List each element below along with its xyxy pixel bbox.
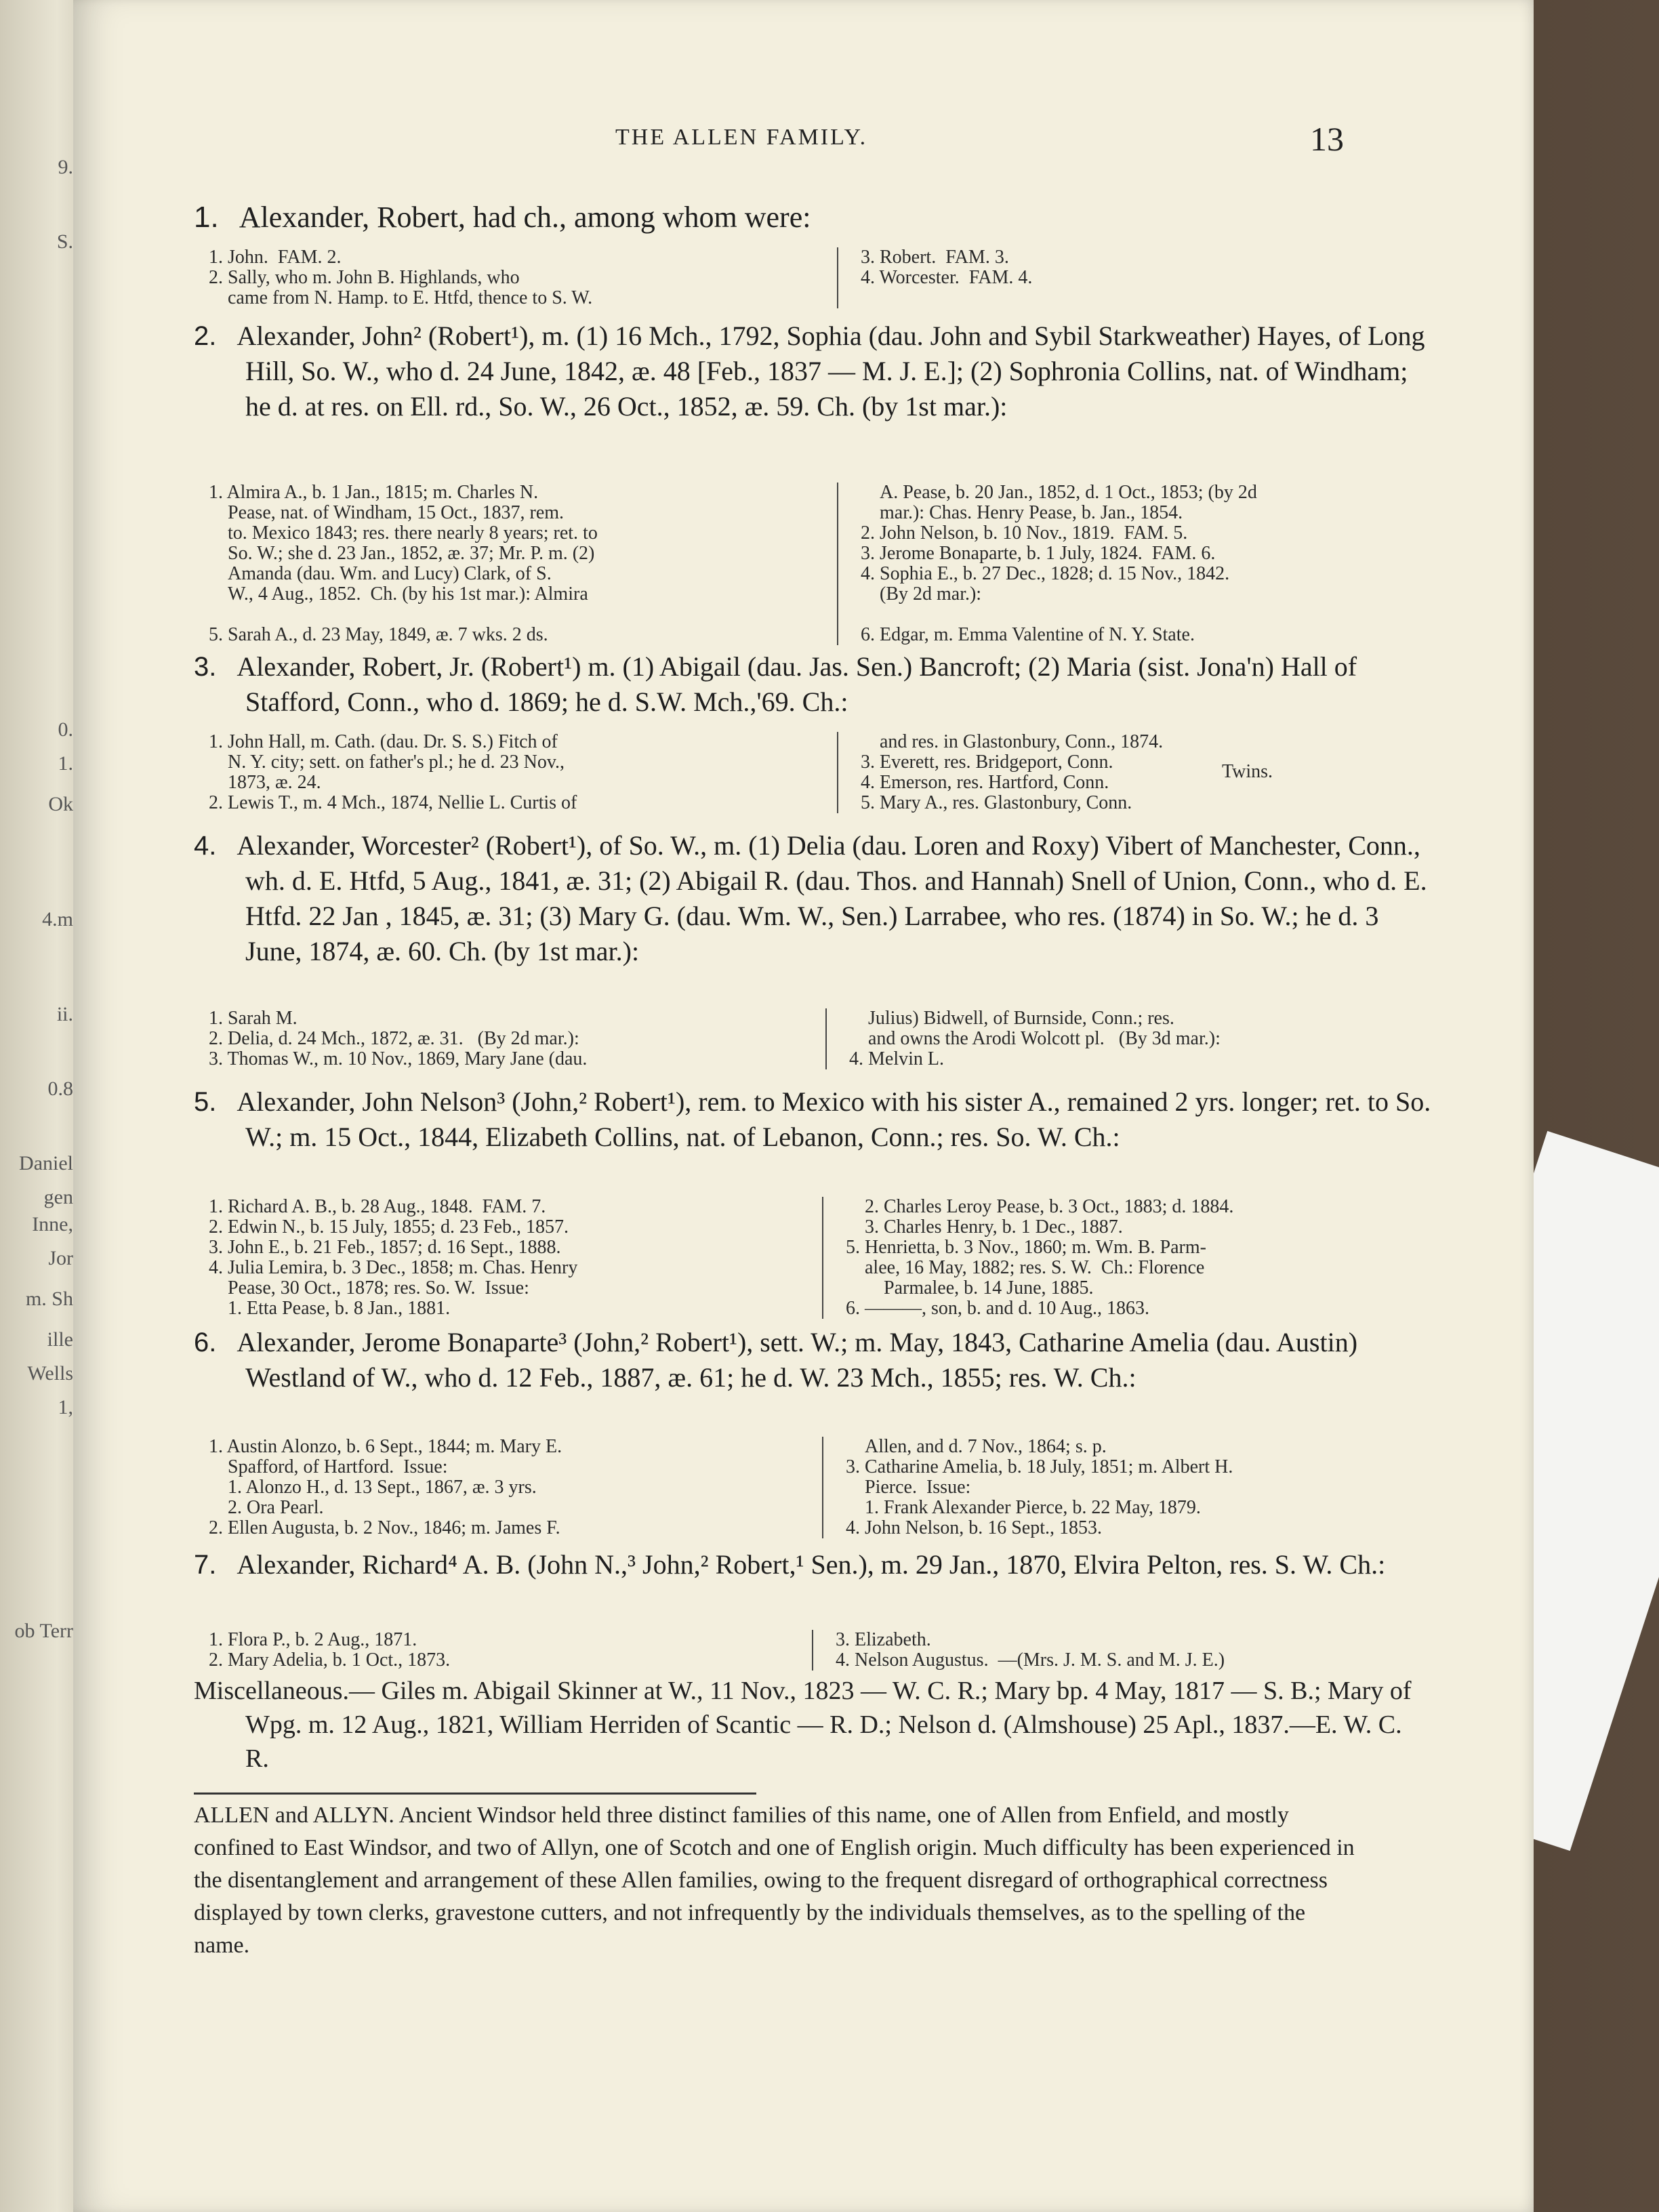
child-line: 4. Melvin L. [849,1048,944,1069]
entry-2-children-left [209,483,827,645]
child-line: Amanda (dau. Wm. and Lucy) Clark, of S. [209,563,552,584]
entry-1-heading [194,200,1438,235]
column-divider [837,732,838,813]
entry-5-children-left [209,1197,812,1319]
child-line: 2. Sally, who m. John B. Highlands, who [209,267,520,288]
entry-3-heading [194,649,1438,720]
child-line: 4. Nelson Augustus. —(Mrs. J. M. S. and M. J. E.) [836,1650,1225,1671]
child-line: 4. Worcester. FAM. 4. [861,267,1033,288]
child-line: to. Mexico 1843; res. there nearly 8 years; ret. to [209,523,598,544]
entry-6-children-right [846,1437,1381,1538]
child-line: 2. John Nelson, b. 10 Nov., 1819. FAM. 5. [861,523,1188,544]
child-line: (By 2d mar.): [861,583,982,605]
child-line: 1. John. FAM. 2. [209,247,342,268]
child-line: 5. Mary A., res. Glastonbury, Conn. [861,792,1132,813]
child-line: 1. Flora P., b. 2 Aug., 1871. [209,1629,417,1650]
facing-page-fragment: 0. [58,718,73,741]
facing-page-fragment: Inne, [32,1213,73,1235]
child-line: Julius) Bidwell, of Burnside, Conn.; res. [849,1008,1174,1029]
entry-5-children-right [846,1197,1381,1319]
child-line: Pease, nat. of Windham, 15 Oct., 1837, rem. [209,502,565,523]
child-line: So. W.; she d. 23 Jan., 1852, æ. 37; Mr. P. m. (2) [209,543,595,564]
child-line [861,605,1381,625]
column-divider [822,1197,823,1319]
child-line: 4. Julia Lemira, b. 3 Dec., 1858; m. Chas. Henry [209,1257,578,1278]
facing-page-fragment: Wells [27,1362,73,1385]
child-line: came from N. Hamp. to E. Htfd, thence to S. W. [209,287,593,308]
child-line: Pierce. Issue: [846,1477,971,1498]
entry-1-children-left [209,247,827,308]
book-page [73,0,1534,2212]
entry-number: 5. [194,1087,217,1117]
twins-brace-label: Twins. [1222,761,1273,782]
child-line: 6. ———, son, b. and d. 10 Aug., 1863. [846,1298,1149,1319]
child-line: 1. John Hall, m. Cath. (dau. Dr. S. S.) Fitch of [209,731,558,752]
child-line: Allen, and d. 7 Nov., 1864; s. p. [846,1436,1107,1457]
entry-text: Alexander, Worcester² (Robert¹), of So. W., m. (1) Delia (dau. Loren and Roxy) Vibert of Manchester, Conn., wh. d. E. Htfd, 5 Aug., 1841, æ. 31; (2) Abigail R. (dau. Thos. and Hannah) Snell of Union, Conn., who d. E. Htfd. 22 Jan , 1845, æ. 31; (3) Mary G. (dau. Wm. W., Sen.) Larrabee, who res. (1874) in So. W.; he d. 3 June, 1874, æ. 60. Ch. (by 1st mar.): [237,830,1427,966]
child-line: 4. John Nelson, b. 16 Sept., 1853. [846,1517,1102,1538]
facing-page-fragment: ille [47,1328,73,1351]
page-number: 13 [1310,120,1344,158]
child-line: W., 4 Aug., 1852. Ch. (by his 1st mar.): Almira [209,583,588,605]
entry-text: Alexander, Robert, Jr. (Robert¹) m. (1) Abigail (dau. Jas. Sen.) Bancroft; (2) Maria (sist. Jona'n) Hall of Stafford, Conn., who d. 1869; he d. S.W. Mch.,'69. Ch.: [237,651,1357,717]
child-line: 1. Frank Alexander Pierce, b. 22 May, 1879. [846,1497,1201,1518]
child-line: 4. Emerson, res. Hartford, Conn. [861,772,1109,793]
entry-2-heading [194,319,1438,424]
entry-text: Alexander, John² (Robert¹), m. (1) 16 Mch., 1792, Sophia (dau. John and Sybil Starkweather) Hayes, of Long Hill, So. W., who d. 24 June, 1842, æ. 48 [Feb., 1837 — M. J. E.]; (2) Sophronia Collins, nat. of Windham; he d. at res. on Ell. rd., So. W., 26 Oct., 1852, æ. 59. Ch. (by 1st mar.): [237,321,1425,422]
child-line: 2. Charles Leroy Pease, b. 3 Oct., 1883; d. 1884. [846,1196,1234,1217]
entry-number: 1. [194,201,219,234]
entry-4-children-left [209,1008,815,1069]
entry-text: Alexander, Jerome Bonaparte³ (John,² Robert¹), sett. W.; m. May, 1843, Catharine Amelia (dau. Austin) Westland of W., who d. 12 Feb., 1887, æ. 61; he d. W. 23 Mch., 1855; res. W. Ch.: [237,1327,1358,1393]
child-line [209,605,827,625]
facing-page-fragment: ob Terr [14,1620,73,1642]
entry-6-heading [194,1325,1438,1395]
column-divider [837,247,838,308]
entry-number: 2. [194,321,217,351]
facing-page-fragment: Jor [48,1247,73,1269]
entry-1-children-right [861,247,1381,288]
child-line: 1. Almira A., b. 1 Jan., 1815; m. Charles N. [209,482,539,503]
child-line: Spafford, of Hartford. Issue: [209,1456,448,1477]
facing-page-fragment: S. [56,230,73,253]
child-line: 3. Elizabeth. [836,1629,931,1650]
entry-text: Alexander, John Nelson³ (John,² Robert¹), rem. to Mexico with his sister A., remained 2 yrs. longer; ret. to So. W.; m. 15 Oct., 1844, Elizabeth Collins, nat. of Lebanon, Conn.; res. So. W. Ch.: [237,1086,1431,1152]
facing-page-fragment: 1. [58,752,73,775]
child-line: 1. Richard A. B., b. 28 Aug., 1848. FAM. 7. [209,1196,546,1217]
child-line: Parmalee, b. 14 June, 1885. [846,1277,1094,1298]
column-divider [822,1437,823,1538]
entry-text: Alexander, Robert, had ch., among whom were: [239,201,811,234]
child-line: 2. Edwin N., b. 15 July, 1855; d. 23 Feb., 1857. [209,1216,569,1237]
child-line: 2. Delia, d. 24 Mch., 1872, æ. 31. (By 2d mar.): [209,1028,579,1049]
facing-page-fragment: 1, [58,1396,73,1418]
child-line: mar.): Chas. Henry Pease, b. Jan., 1854. [861,502,1183,523]
child-line: 6. Edgar, m. Emma Valentine of N. Y. State. [861,624,1195,645]
child-line: 5. Henrietta, b. 3 Nov., 1860; m. Wm. B. Parm- [846,1237,1206,1258]
facing-page-edge [0,0,81,2212]
entry-4-children-right [849,1008,1381,1069]
child-line: N. Y. city; sett. on father's pl.; he d. 23 Nov., [209,752,565,773]
entry-4-heading [194,828,1438,969]
facing-page-fragment: 0.8 [47,1078,73,1100]
entry-text: Alexander, Richard⁴ A. B. (John N.,³ John,² Robert,¹ Sen.), m. 29 Jan., 1870, Elvira Pelton, res. S. W. Ch.: [237,1549,1386,1580]
entry-7-heading [194,1547,1438,1582]
column-divider [825,1008,827,1069]
facing-page-fragment: 4.m [42,908,73,930]
entry-number: 6. [194,1328,217,1357]
allen-allyn-paragraph: ALLEN and ALLYN. Ancient Windsor held three distinct families of this name, one of Allen from Enfield, and mostly confined to East Windsor, and two of Allyn, one of Scotch and one of English origin. Much difficulty has been experienced in the disentanglement and arrangement of these Allen families, owing to the frequent disregard of orthographical correctness displayed by town clerks, gravestone cutters, and not infrequently by the individuals themselves, as to the spelling of the name. [194,1803,1355,1958]
entry-2-children-right [861,483,1381,645]
facing-page-fragment: Daniel [19,1152,73,1174]
child-line: 3. Everett, res. Bridgeport, Conn. [861,752,1113,773]
child-line: 3. Jerome Bonaparte, b. 1 July, 1824. FAM. 6. [861,543,1216,564]
child-line: 3. John E., b. 21 Feb., 1857; d. 16 Sept., 1888. [209,1237,561,1258]
child-line: 4. Sophia E., b. 27 Dec., 1828; d. 15 Nov., 1842. [861,563,1230,584]
entry-3-children-left [209,732,827,813]
column-divider [837,483,838,645]
child-line: 3. Robert. FAM. 3. [861,247,1009,268]
entry-6-children-left [209,1437,812,1538]
entry-3-children-right [861,732,1381,813]
child-line: 3. Thomas W., m. 10 Nov., 1869, Mary Jane (dau. [209,1048,588,1069]
facing-page-fragment: 9. [58,156,73,178]
child-line: 2. Mary Adelia, b. 1 Oct., 1873. [209,1650,451,1671]
facing-page-fragment: m. Sh [25,1288,73,1310]
child-line: 2. Ora Pearl. [209,1497,324,1518]
child-line: 2. Ellen Augusta, b. 2 Nov., 1846; m. James F. [209,1517,560,1538]
running-head: THE ALLEN FAMILY. [615,125,868,150]
section-rule [194,1793,756,1795]
child-line: 1. Austin Alonzo, b. 6 Sept., 1844; m. Mary E. [209,1436,562,1457]
child-line: 1. Sarah M. [209,1008,298,1029]
child-line: 2. Lewis T., m. 4 Mch., 1874, Nellie L. Curtis of [209,792,577,813]
entry-number: 7. [194,1550,217,1580]
entry-7-children-left [209,1630,802,1671]
column-divider [812,1630,813,1671]
facing-page-fragment: gen [43,1186,73,1208]
child-line: 5. Sarah A., d. 23 May, 1849, æ. 7 wks. 2 ds. [209,624,548,645]
child-line: alee, 16 May, 1882; res. S. W. Ch.: Florence [846,1257,1205,1278]
miscellaneous-paragraph: Miscellaneous.— Giles m. Abigail Skinner at W., 11 Nov., 1823 — W. C. R.; Mary bp. 4 May, 1817 — S. B.; Mary of Wpg. m. 12 Aug., 1821, William Herriden of Scantic — R. D.; Nelson d. (Almshouse) 25 Apl., 1837.—E. W. C. R. [194,1677,1412,1773]
child-line: 1. Alonzo H., d. 13 Sept., 1867, æ. 3 yrs. [209,1477,537,1498]
child-line: 1873, æ. 24. [209,772,321,793]
child-line: A. Pease, b. 20 Jan., 1852, d. 1 Oct., 1853; (by 2d [861,482,1257,503]
child-line: 3. Catharine Amelia, b. 18 July, 1851; m. Albert H. [846,1456,1233,1477]
entry-number: 4. [194,831,217,861]
child-line: Pease, 30 Oct., 1878; res. So. W. Issue: [209,1277,529,1298]
child-line: 1. Etta Pease, b. 8 Jan., 1881. [209,1298,451,1319]
entry-5-heading [194,1084,1438,1155]
entry-7-children-right [836,1630,1381,1671]
facing-page-fragment: ii. [56,1003,73,1025]
entry-number: 3. [194,652,217,682]
child-line: and owns the Arodi Wolcott pl. (By 3d mar.): [849,1028,1221,1049]
child-line: 3. Charles Henry, b. 1 Dec., 1887. [846,1216,1123,1237]
facing-page-fragment: Ok [48,793,73,815]
child-line: and res. in Glastonbury, Conn., 1874. [861,731,1164,752]
